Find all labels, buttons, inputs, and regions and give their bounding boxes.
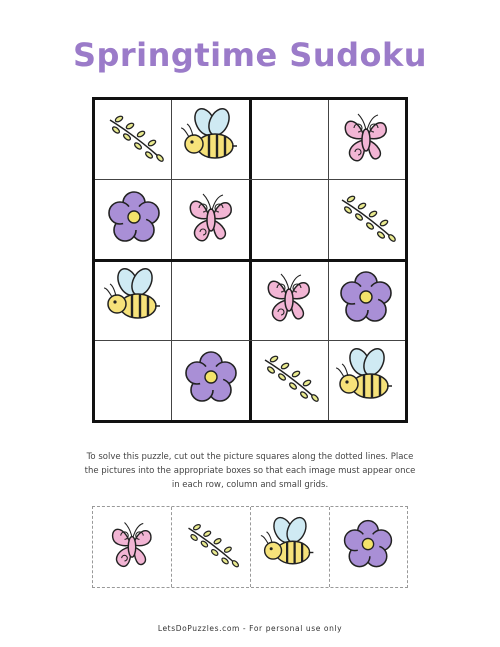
cutout-piece xyxy=(172,507,251,587)
cutout-piece xyxy=(93,507,172,587)
cutout-pieces xyxy=(92,506,408,588)
footer-text: LetsDoPuzzles.com - For personal use only xyxy=(157,624,343,633)
flower-icon xyxy=(338,515,398,579)
sudoku-cell xyxy=(173,180,251,260)
sudoku-cell xyxy=(328,100,406,180)
flower-icon xyxy=(179,346,243,414)
butterfly-icon xyxy=(257,266,321,334)
page-title: Springtime Sudoku xyxy=(72,36,428,74)
sudoku-cell xyxy=(95,260,173,340)
branch-icon xyxy=(102,106,166,174)
sudoku-cell xyxy=(173,100,251,180)
butterfly-icon xyxy=(179,186,243,254)
flower-icon xyxy=(102,186,166,254)
sudoku-cell xyxy=(173,260,251,340)
butterfly-icon xyxy=(102,515,162,579)
sudoku-cell xyxy=(250,100,328,180)
flower-icon xyxy=(334,266,398,334)
bee-icon xyxy=(259,515,319,579)
sudoku-cell xyxy=(328,180,406,260)
sudoku-cell xyxy=(250,340,328,420)
bee-icon xyxy=(334,346,398,414)
sudoku-cell xyxy=(328,260,406,340)
branch-icon xyxy=(334,186,398,254)
bee-icon xyxy=(179,106,243,174)
butterfly-icon xyxy=(334,106,398,174)
sudoku-cell xyxy=(173,340,251,420)
sudoku-grid xyxy=(92,97,408,423)
branch-icon xyxy=(257,346,321,414)
sudoku-cell xyxy=(250,180,328,260)
cutout-piece xyxy=(329,507,408,587)
sudoku-cell xyxy=(328,340,406,420)
branch-icon xyxy=(181,515,241,579)
sudoku-cell xyxy=(95,100,173,180)
sudoku-cell xyxy=(250,260,328,340)
sudoku-cell xyxy=(95,180,173,260)
cutout-piece xyxy=(250,507,329,587)
sudoku-cell xyxy=(95,340,173,420)
instructions-text: To solve this puzzle, cut out the picture squares along the dotted lines. Place the pictures into the appropriate boxes so that each image must appear once in each row, column and small grids. xyxy=(84,452,416,490)
bee-icon xyxy=(102,266,166,334)
